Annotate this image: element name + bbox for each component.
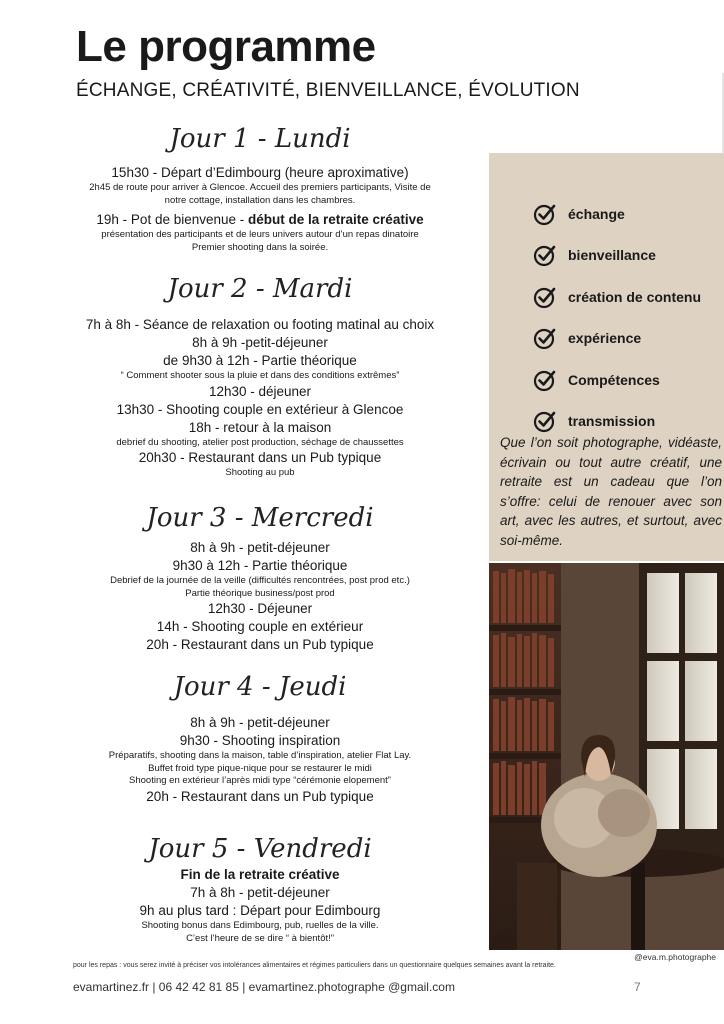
schedule-line: 7h à 8h - Séance de relaxation ou footing matinal au choix <box>85 317 435 332</box>
photo-illustration <box>489 563 724 950</box>
value-label: transmission <box>568 413 656 430</box>
schedule-note: Premier shooting dans la soirée. <box>191 241 329 253</box>
schedule-note: notre cottage, installation dans les chambres. <box>164 194 356 206</box>
schedule-note: Buffet froid type pique-nique pour se restaurer le midi <box>148 762 372 774</box>
page-number: 7 <box>634 980 641 994</box>
schedule-note: debrief du shooting, atelier post production, séchage de chaussettes <box>116 436 404 448</box>
check-circle-icon <box>533 368 557 392</box>
value-label: bienveillance <box>568 247 656 264</box>
schedule-line: 7h à 8h - petit-déjeuner <box>190 885 330 900</box>
schedule-note: 2h45 de route pour arriver à Glencoe. Accueil des premiers participants, Visite de <box>89 182 431 193</box>
check-circle-icon <box>533 409 557 433</box>
schedule-line: 12h30 - déjeuner <box>208 383 312 399</box>
value-label: création de contenu <box>568 288 702 305</box>
schedule-note: Préparatifs, shooting dans la maison, table d’inspiration, atelier Flat Lay. <box>108 750 412 761</box>
day-heading: Jour 2 - Mardi <box>167 274 353 304</box>
schedule-note: C’est l’heure de se dire “ à bientôt!” <box>186 932 334 944</box>
value-item <box>533 235 701 277</box>
schedule-note: Debrief de la journée de la veille (difficultés rencontrées, post prod etc.) <box>110 575 410 586</box>
check-circle-icon <box>533 326 557 350</box>
schedule-note: présentation des participants et de leurs univers autour d’un repas dinatoire <box>101 229 419 240</box>
schedule-line: 8h à 9h -petit-déjeuner <box>192 335 328 350</box>
value-item <box>533 193 701 235</box>
schedule-line: 12h30 - Déjeuner <box>207 601 313 616</box>
day-heading: Jour 1 - Lundi <box>169 124 351 154</box>
day-1-section <box>40 126 480 254</box>
quote-text: Que l’on soit photographe, vidéaste, écrivain ou tout autre créatif, une retraite est un cadeau que l’on s’offre: celui de renouer avec son art, avec les autres, et surtout, avec soi-même. <box>500 435 722 548</box>
schedule-line: 9h30 - Shooting inspiration <box>179 733 341 748</box>
schedule-line: 8h à 9h - petit-déjeuner <box>190 540 330 555</box>
schedule-line: de 9h30 à 12h - Partie théorique <box>163 353 357 368</box>
schedule-note: “ Comment shooter sous la pluie et dans des conditions extrêmes” <box>120 370 400 381</box>
schedule-line: 20h - Restaurant dans un Pub typique <box>146 788 374 804</box>
value-label: Compétences <box>568 371 660 388</box>
schedule-line: 13h30 - Shooting couple en extérieur à Glencoe <box>116 401 404 417</box>
schedule-line: 20h - Restaurant dans un Pub typique <box>146 637 374 652</box>
schedule-note: Partie théorique business/post prod <box>185 587 335 599</box>
schedule-note: Shooting en extérieur l’après midi type “cérémonie elopement” <box>129 775 391 786</box>
check-circle-icon <box>533 285 557 309</box>
value-label: expérience <box>568 330 642 347</box>
photo <box>489 563 724 950</box>
page-title: Le programme <box>76 22 376 71</box>
values-list <box>533 193 701 442</box>
day-4-section <box>40 674 480 806</box>
schedule-note: Shooting bonus dans Edimbourg, pub, ruelles de la ville. <box>141 920 379 931</box>
photo-credit: @eva.m.photographe <box>634 952 716 962</box>
day-5-section <box>40 836 480 945</box>
schedule-line: 19h - Pot de bienvenue - début de la retraite créative <box>96 212 424 227</box>
footer-contact: evamartinez.fr | 06 42 42 81 85 | evamartinez.photographe @gmail.com <box>73 980 455 994</box>
day-2-section <box>40 276 480 480</box>
schedule-line: 15h30 - Départ d’Edimbourg (heure aproximative) <box>111 165 409 180</box>
schedule-line: 14h - Shooting couple en extérieur <box>156 619 364 634</box>
page-subtitle: ÉCHANGE, CRÉATIVITÉ, BIENVEILLANCE, ÉVOLUTION <box>76 80 580 101</box>
value-item <box>533 276 701 318</box>
schedule-line: Fin de la retraite créative <box>180 867 340 882</box>
footnote: pour les repas : vous serez invité à préciser vos intolérances alimentaires et régimes particuliers dans un questionnaire quelques semaines avant la retraite. <box>73 962 556 969</box>
value-item <box>533 318 701 360</box>
schedule-line: 20h30 - Restaurant dans un Pub typique <box>138 450 382 465</box>
schedule-line: 9h au plus tard : Départ pour Edimbourg <box>139 903 381 918</box>
day-3-section <box>40 505 480 654</box>
schedule-line: 8h à 9h - petit-déjeuner <box>190 715 330 730</box>
day-heading: Jour 5 - Vendredi <box>148 834 372 864</box>
schedule-line: 9h30 à 12h - Partie théorique <box>172 558 348 573</box>
schedule-line: 18h - retour à la maison <box>188 419 332 435</box>
day-heading: Jour 4 - Jeudi <box>173 672 347 702</box>
schedule-note: Shooting au pub <box>225 467 295 478</box>
check-circle-icon <box>533 202 557 226</box>
check-circle-icon <box>533 243 557 267</box>
value-label: échange <box>568 205 625 222</box>
day-heading: Jour 3 - Mercredi <box>146 503 374 533</box>
value-item <box>533 359 701 401</box>
